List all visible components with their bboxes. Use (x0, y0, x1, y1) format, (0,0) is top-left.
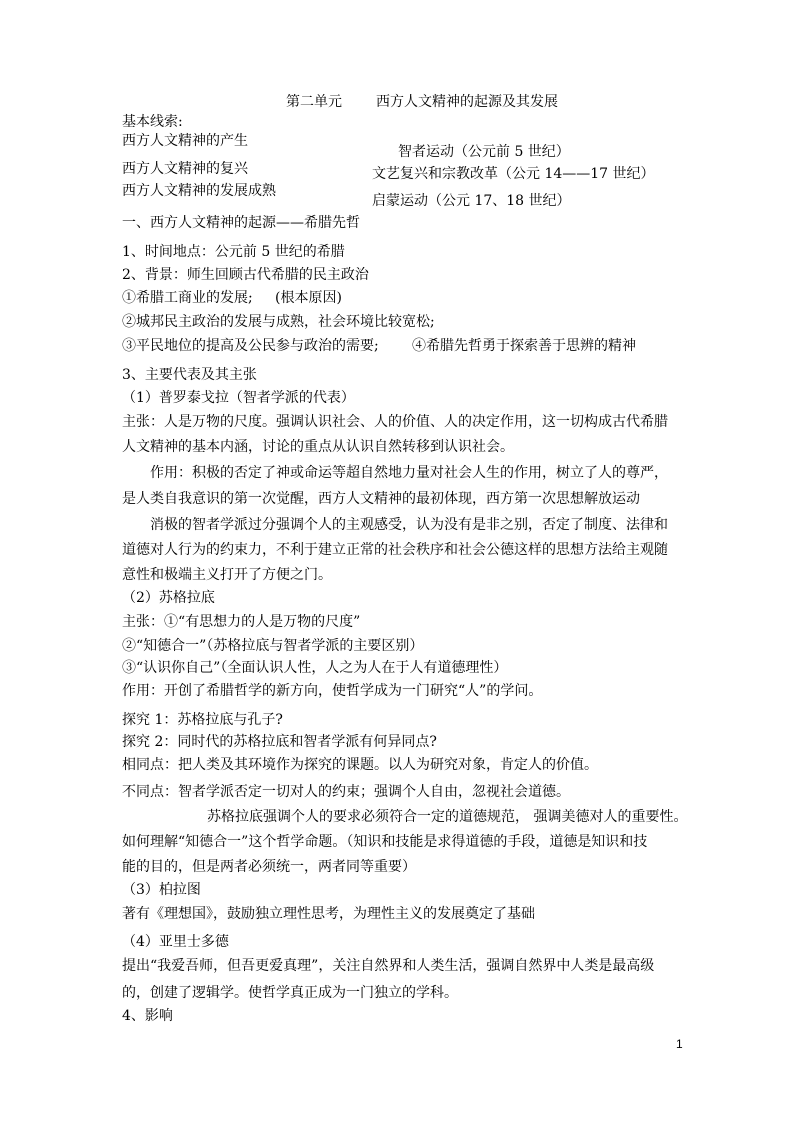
representatives-heading: 3、主要代表及其主张 (122, 367, 257, 383)
inquiry-question-1: 探究 1：苏格拉底与孔子? (122, 712, 283, 728)
outline-right-1: 智者运动（公元前 5 世纪） (398, 144, 570, 160)
protagoras-claim-line-2: 人文精神的基本内涵，讨论的重点从认识自然转移到认识社会。 (122, 439, 514, 455)
influence-heading: 4、影响 (122, 1008, 173, 1024)
outline-heading: 基本线索: (122, 114, 183, 130)
page-title (286, 92, 558, 112)
background-item-1-note: (根本原因) (275, 290, 342, 306)
protagoras-negative-line-3: 意性和极端主义打开了方便之门。 (122, 567, 332, 583)
protagoras-negative-line-2: 道德对人行为的约束力，不利于建立正常的社会秩序和社会公德这样的思想方法给主观随 (122, 542, 668, 558)
background-item-3: ③平民地位的提高及公民参与政治的需要; (122, 338, 379, 354)
socrates-claim-1: 主张：①“有思想力的人是万物的尺度” (122, 614, 361, 630)
inquiry-understanding-1: 如何理解“知德合一”这个哲学命题。（知识和技能是求得道德的手段，道德是知识和技 (122, 834, 648, 850)
aristotle-text-line-1: 提出“我爱吾师，但吾更爱真理”，关注自然界和人类生活，强调自然界中人类是最高级 (122, 958, 655, 974)
outline-left-1: 西方人文精神的产生 (122, 133, 248, 149)
socrates-claim-2: ②“知德合一”（苏格拉底与智者学派的主要区别） (122, 638, 424, 654)
protagoras-effect-line-1: 作用：积极的否定了神或命运等超自然地力量对社会人生的作用，树立了人的尊严， (150, 465, 668, 481)
background-item-1: ①希腊工商业的发展; (122, 290, 253, 306)
section1-background: 2、背景：师生回顾古代希腊的民主政治 (122, 267, 369, 283)
aristotle-heading: （4）亚里士多德 (122, 934, 229, 950)
protagoras-negative-line-1: 消极的智者学派过分强调个人的主观感受，认为没有是非之别，否定了制度、法律和 (150, 517, 668, 533)
page-number: 1 (676, 1037, 683, 1051)
inquiry-difference-2: 苏格拉底强调个人的要求必须符合一定的道德规范， 强调美德对人的重要性。 (207, 809, 688, 825)
outline-left-2: 西方人文精神的复兴 (122, 161, 248, 177)
section1-time: 1、时间地点：公元前 5 世纪的希腊 (122, 244, 345, 260)
outline-right-3: 启蒙运动（公元 17、18 世纪） (372, 193, 571, 209)
background-item-2: ②城邦民主政治的发展与成熟，社会环境比较宽松; (122, 314, 435, 330)
protagoras-claim-line-1: 主张：人是万物的尺度。强调认识社会、人的价值、人的决定作用，这一切构成古代希腊 (122, 414, 668, 430)
socrates-heading: （2）苏格拉底 (122, 590, 215, 606)
protagoras-effect-line-2: 是人类自我意识的第一次觉醒，西方人文精神的最初体现，西方第一次思想解放运动 (122, 491, 640, 507)
unit-topic: 西方人文精神的起源及其发展 (376, 94, 558, 110)
inquiry-understanding-2: 能的目的，但是两者必须统一，两者同等重要） (122, 859, 416, 875)
inquiry-question-2: 探究 2：同时代的苏格拉底和智者学派有何异同点? (122, 734, 437, 750)
protagoras-heading: （1）普罗泰戈拉（智者学派的代表） (122, 390, 355, 406)
plato-text: 著有《理想国》，鼓励独立理性思考，为理性主义的发展奠定了基础 (122, 906, 535, 922)
inquiry-similarity: 相同点：把人类及其环境作为探究的课题。以人为研究对象，肯定人的价值。 (122, 757, 598, 773)
outline-right-2: 文艺复兴和宗教改革（公元 14——17 世纪） (372, 166, 655, 182)
section1-heading: 一、西方人文精神的起源——希腊先哲 (122, 215, 360, 231)
background-item-4: ④希腊先哲勇于探索善于思辨的精神 (412, 338, 636, 354)
outline-left-3: 西方人文精神的发展成熟 (122, 183, 276, 199)
aristotle-text-line-2: 的，创建了逻辑学。使哲学真正成为一门独立的学科。 (122, 985, 458, 1001)
unit-label: 第二单元 (286, 94, 342, 110)
inquiry-difference-1: 不同点：智者学派否定一切对人的约束；强调个人自由，忽视社会道德。 (122, 784, 570, 800)
socrates-effect: 作用：开创了希腊哲学的新方向，使哲学成为一门研究“人”的学问。 (122, 683, 543, 699)
plato-heading: （3）柏拉图 (122, 882, 201, 898)
socrates-claim-3: ③“认识你自己”（全面认识人性，人之为人在于人有道德理性） (122, 660, 508, 676)
